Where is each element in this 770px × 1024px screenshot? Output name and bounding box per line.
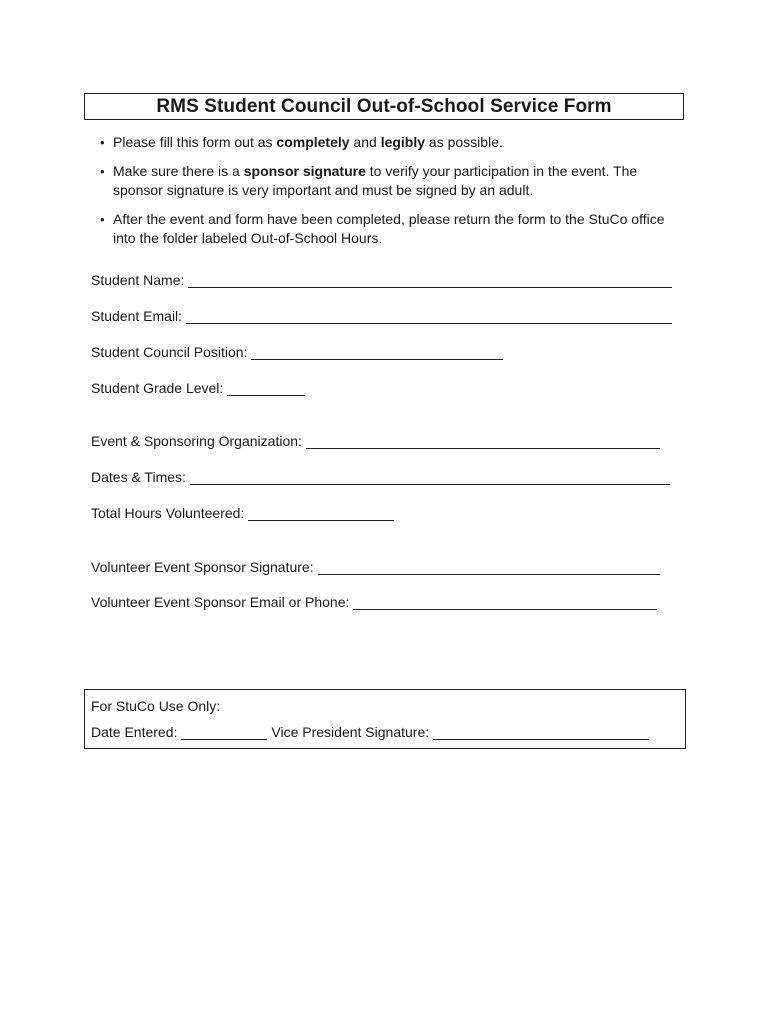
event-org-label: Event & Sponsoring Organization:	[91, 433, 302, 449]
dates-times-line[interactable]	[190, 471, 670, 485]
grade-level-line[interactable]	[227, 382, 305, 396]
council-position-label: Student Council Position:	[91, 344, 248, 360]
total-hours-label: Total Hours Volunteered:	[91, 505, 245, 521]
sponsor-signature-label: Volunteer Event Sponsor Signature:	[91, 559, 314, 575]
instruction-text: Make sure there is a sponsor signature to verify your participation in the event. The sponsor signature is very important and must be signed by an adult.	[113, 163, 638, 198]
bullet-icon: •	[100, 135, 105, 150]
stuco-use-box	[84, 689, 686, 749]
total-hours-line[interactable]	[248, 507, 394, 521]
vp-signature-label: Vice President Signature:	[271, 724, 430, 740]
sponsor-contact-field	[91, 594, 657, 610]
grade-level-field	[91, 380, 305, 396]
form-title: RMS Student Council Out-of-School Service Form	[156, 95, 612, 117]
instruction-item	[100, 133, 680, 152]
stuco-heading: For StuCo Use Only:	[91, 698, 221, 714]
bullet-icon: •	[100, 164, 105, 179]
council-position-line[interactable]	[251, 346, 503, 360]
instructions-list	[100, 133, 680, 258]
student-name-field	[91, 272, 672, 288]
vp-signature-line[interactable]	[433, 726, 649, 740]
stuco-row	[91, 724, 653, 740]
instruction-item	[100, 162, 680, 200]
student-name-line[interactable]	[188, 274, 672, 288]
dates-times-label: Dates & Times:	[91, 469, 186, 485]
sponsor-signature-field	[91, 559, 660, 575]
council-position-field	[91, 344, 503, 360]
student-email-label: Student Email:	[91, 308, 183, 324]
instruction-item	[100, 210, 680, 248]
event-org-field	[91, 433, 660, 449]
grade-level-label: Student Grade Level:	[91, 380, 224, 396]
date-entered-line[interactable]	[181, 726, 267, 740]
sponsor-signature-line[interactable]	[318, 561, 660, 575]
instruction-text: Please fill this form out as completely and legibly as possible.	[113, 134, 503, 150]
total-hours-field	[91, 505, 394, 521]
student-name-label: Student Name:	[91, 272, 185, 288]
instruction-text: After the event and form have been completed, please return the form to the StuCo office into the folder labeled Out-of-School Hours.	[113, 211, 665, 246]
bullet-icon: •	[100, 212, 105, 227]
event-org-line[interactable]	[306, 435, 660, 449]
dates-times-field	[91, 469, 670, 485]
sponsor-contact-label: Volunteer Event Sponsor Email or Phone:	[91, 594, 350, 610]
title-box	[84, 93, 684, 120]
student-email-field	[91, 308, 672, 324]
date-entered-label: Date Entered:	[91, 724, 178, 740]
sponsor-contact-line[interactable]	[353, 596, 657, 610]
student-email-line[interactable]	[186, 310, 672, 324]
